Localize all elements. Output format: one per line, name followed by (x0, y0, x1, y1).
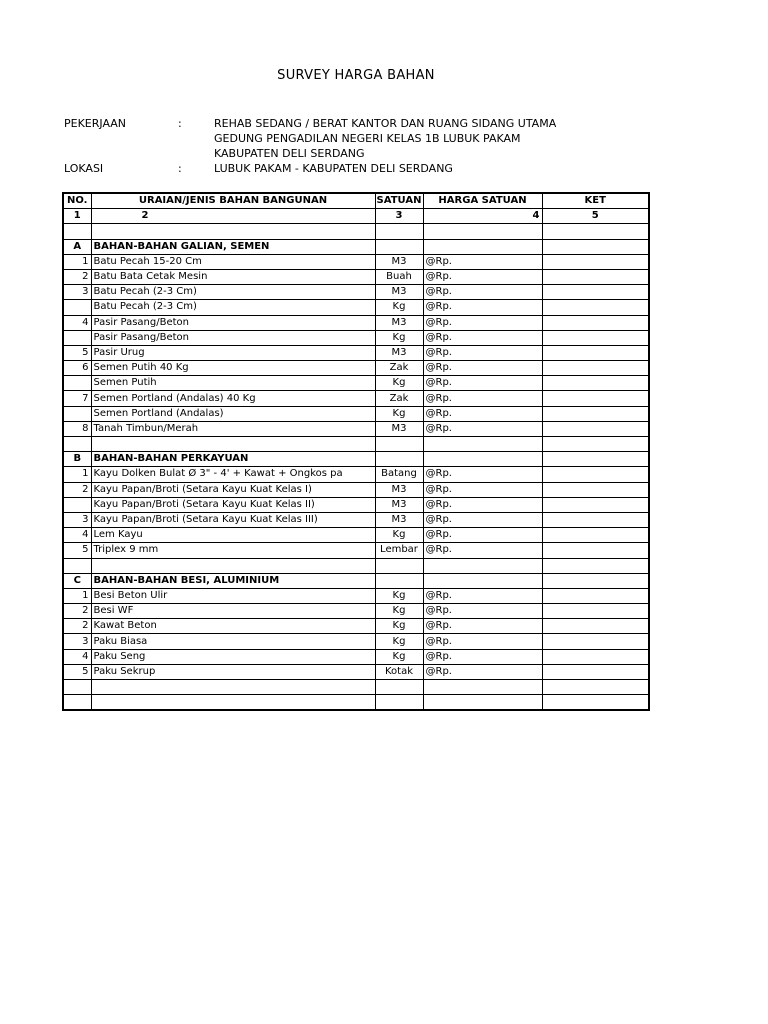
row-ket (542, 269, 649, 284)
row-satuan: M3 (375, 345, 423, 360)
row-satuan (375, 452, 423, 467)
row-description: Pasir Pasang/Beton (91, 330, 375, 345)
row-satuan (375, 573, 423, 588)
row-no: 4 (63, 315, 91, 330)
row-description: Batu Pecah 15-20 Cm (91, 254, 375, 269)
row-description: Semen Portland (Andalas) (91, 406, 375, 421)
row-satuan: Kg (375, 588, 423, 603)
row-ket (542, 649, 649, 664)
row-description: Lem Kayu (91, 528, 375, 543)
row-ket (542, 573, 649, 588)
row-harga-satuan: @Rp. (423, 361, 542, 376)
row-no: 8 (63, 421, 91, 436)
row-ket (542, 437, 649, 452)
header-uraian: URAIAN/JENIS BAHAN BANGUNAN (91, 193, 375, 209)
colnum-4: 4 (423, 209, 542, 224)
row-description: Semen Putih (91, 376, 375, 391)
row-satuan: Kg (375, 634, 423, 649)
row-no (63, 437, 91, 452)
row-description: Kayu Papan/Broti (Setara Kayu Kuat Kelas II) (91, 497, 375, 512)
table-row (63, 437, 649, 452)
row-harga-satuan: @Rp. (423, 315, 542, 330)
row-no: 3 (63, 285, 91, 300)
row-no (63, 680, 91, 695)
table-row (63, 558, 649, 573)
row-description: Tanah Timbun/Merah (91, 421, 375, 436)
row-satuan (375, 437, 423, 452)
lokasi-value: LUBUK PAKAM - KABUPATEN DELI SERDANG (214, 162, 453, 175)
row-no (63, 695, 91, 711)
colnum-1: 1 (63, 209, 91, 224)
table-row (63, 421, 649, 436)
row-ket (542, 497, 649, 512)
row-no: 7 (63, 391, 91, 406)
row-ket (542, 452, 649, 467)
row-no: 3 (63, 512, 91, 527)
row-description: Kawat Beton (91, 619, 375, 634)
row-no: 5 (63, 345, 91, 360)
row-harga-satuan: @Rp. (423, 497, 542, 512)
row-description (91, 224, 375, 239)
section-row (63, 573, 649, 588)
table-row (63, 634, 649, 649)
table-row (63, 664, 649, 679)
row-no: 2 (63, 269, 91, 284)
row-ket (542, 512, 649, 527)
table-row (63, 330, 649, 345)
row-harga-satuan (423, 239, 542, 254)
table-row (63, 376, 649, 391)
pekerjaan-label: PEKERJAAN (64, 117, 127, 130)
row-no: 6 (63, 361, 91, 376)
row-no: 1 (63, 254, 91, 269)
row-harga-satuan (423, 680, 542, 695)
row-harga-satuan: @Rp. (423, 604, 542, 619)
row-harga-satuan: @Rp. (423, 588, 542, 603)
table-row (63, 361, 649, 376)
row-satuan: Kg (375, 330, 423, 345)
row-ket (542, 376, 649, 391)
row-harga-satuan (423, 437, 542, 452)
pekerjaan-line-3: KABUPATEN DELI SERDANG (214, 147, 365, 160)
row-description: Batu Pecah (2-3 Cm) (91, 285, 375, 300)
row-ket (542, 239, 649, 254)
row-description (91, 695, 375, 711)
pekerjaan-colon: : (178, 117, 182, 130)
row-ket (542, 482, 649, 497)
row-no: A (63, 239, 91, 254)
row-harga-satuan: @Rp. (423, 649, 542, 664)
table-row (63, 269, 649, 284)
pekerjaan-line-2: GEDUNG PENGADILAN NEGERI KELAS 1B LUBUK PAKAM (214, 132, 521, 145)
row-description: Besi Beton Ulir (91, 588, 375, 603)
row-ket (542, 467, 649, 482)
table-column-number-row (63, 209, 649, 224)
row-no: B (63, 452, 91, 467)
row-description: Batu Bata Cetak Mesin (91, 269, 375, 284)
row-description: Semen Portland (Andalas) 40 Kg (91, 391, 375, 406)
row-satuan: Zak (375, 391, 423, 406)
table-row (63, 254, 649, 269)
row-ket (542, 558, 649, 573)
row-no (63, 497, 91, 512)
row-harga-satuan: @Rp. (423, 421, 542, 436)
row-description: Kayu Papan/Broti (Setara Kayu Kuat Kelas III) (91, 512, 375, 527)
table-row (63, 467, 649, 482)
row-satuan: Kg (375, 649, 423, 664)
row-harga-satuan: @Rp. (423, 376, 542, 391)
row-satuan: Kg (375, 376, 423, 391)
colnum-2: 2 (91, 209, 375, 224)
row-ket (542, 680, 649, 695)
row-description: BAHAN-BAHAN BESI, ALUMINIUM (91, 573, 375, 588)
section-row (63, 239, 649, 254)
row-harga-satuan: @Rp. (423, 406, 542, 421)
row-ket (542, 361, 649, 376)
row-ket (542, 619, 649, 634)
row-ket (542, 543, 649, 558)
row-description: BAHAN-BAHAN GALIAN, SEMEN (91, 239, 375, 254)
row-ket (542, 391, 649, 406)
table-row (63, 482, 649, 497)
document-title: SURVEY HARGA BAHAN (277, 68, 435, 83)
row-harga-satuan: @Rp. (423, 269, 542, 284)
row-ket (542, 315, 649, 330)
row-harga-satuan: @Rp. (423, 664, 542, 679)
row-ket (542, 588, 649, 603)
row-description: Batu Pecah (2-3 Cm) (91, 300, 375, 315)
table-row (63, 649, 649, 664)
row-no (63, 300, 91, 315)
row-no: 1 (63, 467, 91, 482)
table-row (63, 391, 649, 406)
material-price-table (62, 192, 650, 711)
row-no: 5 (63, 664, 91, 679)
row-description: Paku Sekrup (91, 664, 375, 679)
lokasi-label: LOKASI (64, 162, 104, 175)
row-satuan: M3 (375, 421, 423, 436)
row-ket (542, 604, 649, 619)
row-ket (542, 224, 649, 239)
header-no: NO. (63, 193, 91, 209)
row-satuan: Lembar (375, 543, 423, 558)
row-satuan: Kg (375, 406, 423, 421)
table-row (63, 406, 649, 421)
row-harga-satuan (423, 695, 542, 711)
row-satuan: Kg (375, 619, 423, 634)
row-description (91, 437, 375, 452)
row-satuan: M3 (375, 285, 423, 300)
table-row (63, 604, 649, 619)
row-harga-satuan: @Rp. (423, 482, 542, 497)
row-description: Pasir Urug (91, 345, 375, 360)
row-ket (542, 254, 649, 269)
row-no: 2 (63, 604, 91, 619)
table-row (63, 619, 649, 634)
row-harga-satuan: @Rp. (423, 391, 542, 406)
row-satuan: M3 (375, 315, 423, 330)
lokasi-colon: : (178, 162, 182, 175)
row-no (63, 558, 91, 573)
row-ket (542, 421, 649, 436)
row-harga-satuan: @Rp. (423, 330, 542, 345)
row-description: Triplex 9 mm (91, 543, 375, 558)
row-satuan: Kg (375, 604, 423, 619)
row-no: 5 (63, 543, 91, 558)
row-no: 4 (63, 649, 91, 664)
row-ket (542, 695, 649, 711)
table-row (63, 285, 649, 300)
row-ket (542, 528, 649, 543)
row-harga-satuan (423, 452, 542, 467)
row-description: Kayu Papan/Broti (Setara Kayu Kuat Kelas I) (91, 482, 375, 497)
section-row (63, 452, 649, 467)
row-no: 2 (63, 619, 91, 634)
row-harga-satuan: @Rp. (423, 285, 542, 300)
row-harga-satuan: @Rp. (423, 512, 542, 527)
pekerjaan-line-1: REHAB SEDANG / BERAT KANTOR DAN RUANG SIDANG UTAMA (214, 117, 557, 130)
row-no: 3 (63, 634, 91, 649)
row-satuan (375, 224, 423, 239)
row-harga-satuan (423, 573, 542, 588)
row-satuan: Kotak (375, 664, 423, 679)
colnum-3: 3 (375, 209, 423, 224)
row-satuan: Batang (375, 467, 423, 482)
row-satuan (375, 680, 423, 695)
row-ket (542, 664, 649, 679)
row-description: Pasir Pasang/Beton (91, 315, 375, 330)
table-row (63, 695, 649, 711)
row-ket (542, 634, 649, 649)
row-satuan: M3 (375, 254, 423, 269)
row-ket (542, 345, 649, 360)
header-satuan: SATUAN (375, 193, 423, 209)
table-row (63, 345, 649, 360)
row-harga-satuan: @Rp. (423, 345, 542, 360)
row-ket (542, 406, 649, 421)
row-satuan: Buah (375, 269, 423, 284)
table-row (63, 224, 649, 239)
row-harga-satuan (423, 224, 542, 239)
table-row (63, 315, 649, 330)
row-ket (542, 285, 649, 300)
table-row (63, 528, 649, 543)
row-ket (542, 330, 649, 345)
table-row (63, 543, 649, 558)
row-description: Semen Putih 40 Kg (91, 361, 375, 376)
table-row (63, 512, 649, 527)
row-no (63, 406, 91, 421)
row-satuan: Zak (375, 361, 423, 376)
row-no (63, 224, 91, 239)
row-harga-satuan: @Rp. (423, 467, 542, 482)
row-satuan: M3 (375, 497, 423, 512)
row-satuan (375, 558, 423, 573)
row-harga-satuan (423, 558, 542, 573)
row-ket (542, 300, 649, 315)
row-description (91, 680, 375, 695)
table-row (63, 588, 649, 603)
row-no: 2 (63, 482, 91, 497)
colnum-5: 5 (542, 209, 649, 224)
row-description (91, 558, 375, 573)
row-harga-satuan: @Rp. (423, 300, 542, 315)
header-ket: KET (542, 193, 649, 209)
row-harga-satuan: @Rp. (423, 619, 542, 634)
table-row (63, 680, 649, 695)
row-harga-satuan: @Rp. (423, 543, 542, 558)
table-header-row (63, 193, 649, 209)
header-harga-satuan: HARGA SATUAN (423, 193, 542, 209)
table-row (63, 497, 649, 512)
row-description: Kayu Dolken Bulat Ø 3" - 4' + Kawat + Ongkos pa (91, 467, 375, 482)
row-no: 4 (63, 528, 91, 543)
row-satuan (375, 695, 423, 711)
table-row (63, 300, 649, 315)
row-satuan: M3 (375, 512, 423, 527)
row-harga-satuan: @Rp. (423, 528, 542, 543)
row-satuan: Kg (375, 300, 423, 315)
row-description: Besi WF (91, 604, 375, 619)
row-harga-satuan: @Rp. (423, 634, 542, 649)
row-satuan: M3 (375, 482, 423, 497)
row-description: BAHAN-BAHAN PERKAYUAN (91, 452, 375, 467)
row-no: C (63, 573, 91, 588)
row-description: Paku Seng (91, 649, 375, 664)
row-satuan: Kg (375, 528, 423, 543)
row-harga-satuan: @Rp. (423, 254, 542, 269)
row-no (63, 376, 91, 391)
row-satuan (375, 239, 423, 254)
row-no (63, 330, 91, 345)
row-description: Paku Biasa (91, 634, 375, 649)
row-no: 1 (63, 588, 91, 603)
